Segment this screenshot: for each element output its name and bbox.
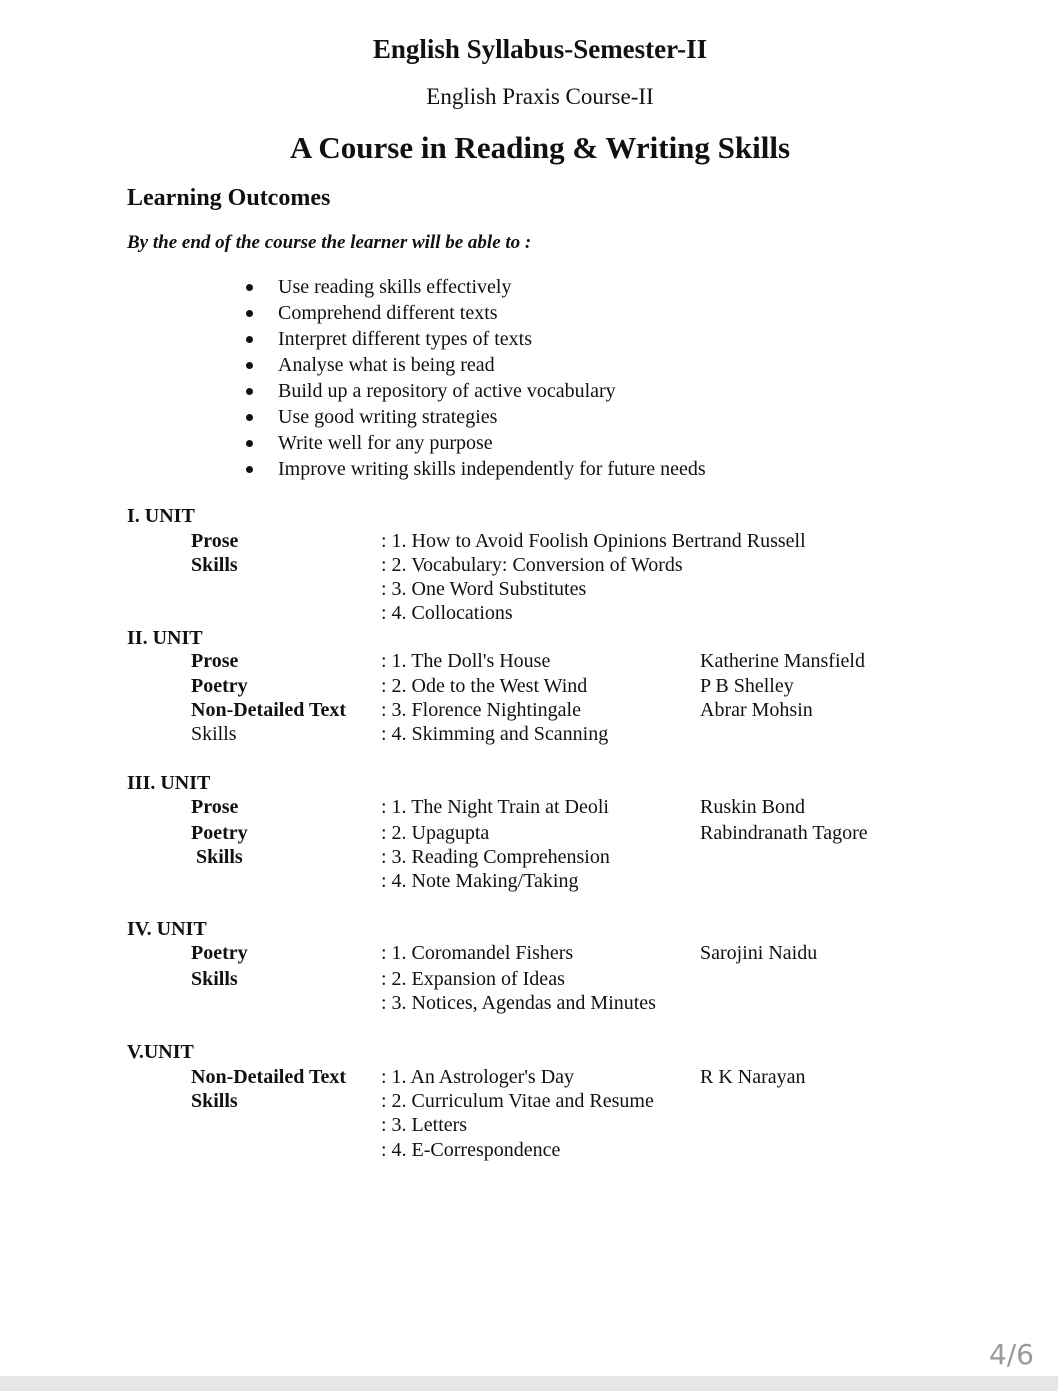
unit-3-item: : 1. The Night Train at Deoli (381, 796, 609, 818)
unit-3-item: : 3. Reading Comprehension (381, 846, 610, 868)
unit-2-author: Abrar Mohsin (700, 699, 813, 721)
unit-1-item: : 1. How to Avoid Foolish Opinions Bertrand Russell (381, 530, 806, 552)
list-item: Write well for any purpose (246, 430, 706, 456)
unit-2-label: Prose (191, 650, 239, 672)
unit-5-author: R K Narayan (700, 1066, 806, 1088)
document-subtitle: English Praxis Course-II (426, 84, 654, 109)
unit-4-heading: IV. UNIT (127, 918, 207, 940)
list-item: Comprehend different texts (246, 300, 706, 326)
unit-2-label: Poetry (191, 675, 248, 697)
unit-4-author: Sarojini Naidu (700, 942, 818, 964)
unit-2-item: : 1. The Doll's House (381, 650, 551, 672)
list-item: Interpret different types of texts (246, 326, 706, 352)
learning-outcomes-list (246, 274, 706, 482)
unit-5-item: : 1. An Astrologer's Day (381, 1066, 575, 1088)
list-item: Improve writing skills independently for future needs (246, 456, 706, 482)
unit-1-label: Skills (191, 554, 238, 576)
unit-5-heading: V.UNIT (127, 1041, 194, 1063)
unit-3-item: : 4. Note Making/Taking (381, 870, 579, 892)
unit-3-label: Prose (191, 796, 239, 818)
unit-4-item: : 3. Notices, Agendas and Minutes (381, 992, 656, 1014)
unit-3-heading: III. UNIT (127, 772, 211, 794)
unit-4-item: : 1. Coromandel Fishers (381, 942, 574, 964)
unit-5-item: : 2. Curriculum Vitae and Resume (381, 1090, 654, 1112)
unit-5-item: : 4. E-Correspondence (381, 1139, 561, 1161)
unit-1-heading: I. UNIT (127, 505, 195, 527)
list-item: Build up a repository of active vocabulary (246, 378, 706, 404)
unit-5-item: : 3. Letters (381, 1114, 468, 1136)
list-item: Use reading skills effectively (246, 274, 706, 300)
learning-outcomes-intro: By the end of the course the learner will be able to : (127, 232, 532, 253)
list-item: Use good writing strategies (246, 404, 706, 430)
learning-outcomes-heading: Learning Outcomes (127, 185, 331, 211)
unit-3-label: Poetry (191, 822, 248, 844)
page-indicator: 4/6 (988, 1338, 1034, 1371)
unit-1-item: : 2. Vocabulary: Conversion of Words (381, 554, 683, 576)
course-title: A Course in Reading & Writing Skills (289, 130, 791, 165)
unit-4-label: Skills (191, 968, 238, 990)
document-title: English Syllabus-Semester-II (372, 34, 708, 64)
unit-3-label: Skills (196, 846, 243, 868)
unit-4-item: : 2. Expansion of Ideas (381, 968, 565, 990)
unit-2-item: : 4. Skimming and Scanning (381, 723, 609, 745)
unit-3-author: Ruskin Bond (700, 796, 806, 818)
unit-2-item: : 2. Ode to the West Wind (381, 675, 588, 697)
unit-1-item: : 4. Collocations (381, 602, 513, 624)
unit-3-author: Rabindranath Tagore (700, 822, 868, 844)
unit-4-label: Poetry (191, 942, 248, 964)
unit-2-heading: II. UNIT (127, 627, 203, 649)
unit-1-item: : 3. One Word Substitutes (381, 578, 587, 600)
unit-5-label: Skills (191, 1090, 238, 1112)
unit-2-label: Non-Detailed Text (191, 699, 346, 721)
list-item: Analyse what is being read (246, 352, 706, 378)
unit-5-label: Non-Detailed Text (191, 1066, 346, 1088)
viewer-bottom-bar (0, 1376, 1058, 1391)
unit-2-author: P B Shelley (700, 675, 794, 697)
unit-3-item: : 2. Upagupta (381, 822, 490, 844)
unit-2-label: Skills (191, 723, 237, 745)
unit-2-item: : 3. Florence Nightingale (381, 699, 581, 721)
unit-1-label: Prose (191, 530, 239, 552)
unit-2-author: Katherine Mansfield (700, 650, 865, 672)
